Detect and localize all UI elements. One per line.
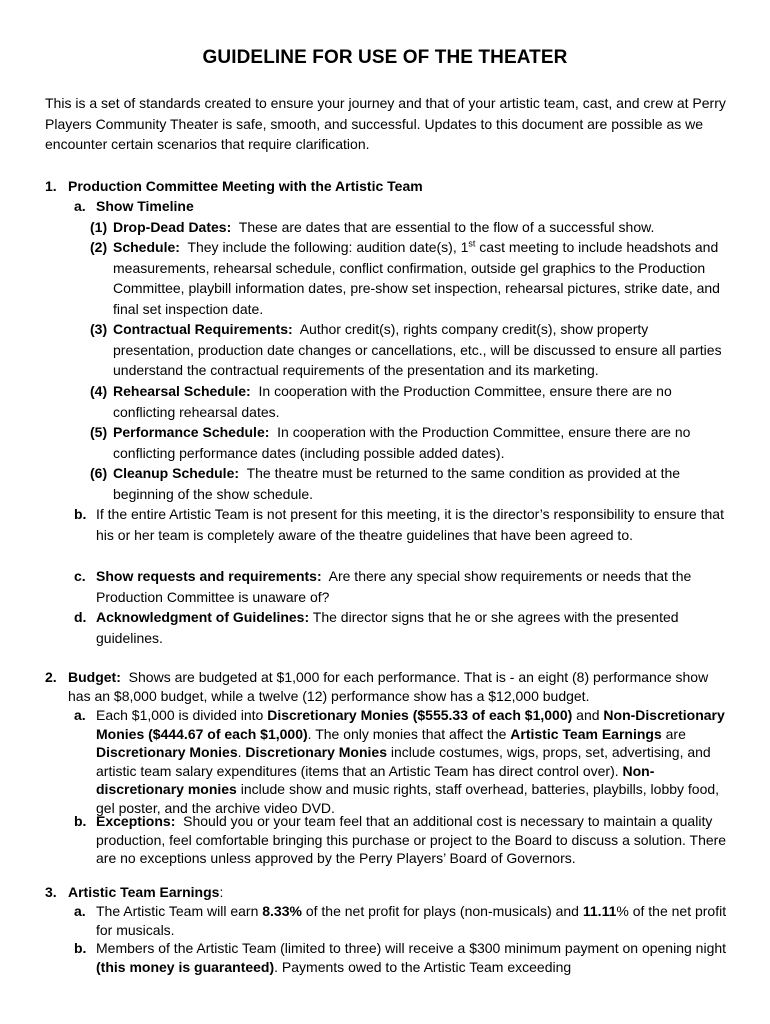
section-2a (74, 706, 736, 817)
section-2-heading: Budget: (68, 669, 121, 685)
section-2a-text: Each $1,000 is divided into (96, 707, 268, 723)
document-title: GUIDELINE FOR USE OF THE THEATER (202, 47, 568, 68)
timeline-item-label: Rehearsal Schedule: (113, 383, 251, 399)
section-2b-label: b. (74, 813, 87, 829)
intro-paragraph: This is a set of standards created to ensure your journey and that of your artistic team, cast, and crew at Perry Players Community Theater is safe, smooth, and successful. Updates to this document are possible as we encounter certain scenarios that require clarification. (45, 95, 726, 152)
section-2a-bold: Discretionary Monies (96, 744, 238, 760)
section-1d (74, 607, 736, 648)
section-1c-text: Are there any special show requirements or needs that the Production Committee is unaware of? (96, 568, 692, 605)
timeline-item-number: (1) (90, 219, 108, 235)
section-3a (74, 902, 736, 939)
section-1d-text: The director signs that he or she agrees with the presented guidelines. (96, 609, 679, 646)
section-2a-label: a. (74, 707, 86, 723)
section-2b-text: Should you or your team feel that an additional cost is necessary to maintain a quality production, feel comfortable bringing this purchase or project to the Board to discuss a solution. There are no exceptions unless approved by the Perry Players’ Board of Governors. (96, 813, 727, 866)
section-3b-text: . Payments owed to the Artistic Team exceeding (274, 958, 572, 975)
section-3-heading (45, 883, 733, 902)
timeline-item-text: In cooperation with the Production Committee, ensure there are no conflicting performance dates (including possible added dates). (113, 424, 691, 461)
section-2 (45, 668, 733, 705)
timeline-item-3 (90, 319, 733, 381)
timeline-item-text: They include the following: audition date(s), 1 (187, 239, 469, 255)
section-1b (74, 504, 736, 545)
section-3a-text: of the net profit for plays (non-musicals) and (301, 903, 583, 919)
section-2a-bold: Artistic Team Earnings (510, 725, 662, 742)
section-1c (74, 566, 736, 607)
section-2b-heading: Exceptions: (96, 813, 176, 829)
section-3a-text: The Artistic Team will earn (96, 903, 263, 919)
superscript-st: st (468, 238, 476, 249)
timeline-item-label: Drop-Dead Dates: (113, 219, 232, 235)
section-3b (74, 939, 736, 976)
timeline-item-6 (90, 463, 733, 504)
section-2a-text: . (237, 744, 246, 760)
timeline-item-text: The theatre must be returned to the same condition as provided at the beginning of the show schedule. (113, 465, 681, 502)
section-2-text: Shows are budgeted at $1,000 for each performance. That is - an eight (8) performance show has an $8,000 budget, while a twelve (12) performance show has a $12,000 budget. (68, 669, 709, 704)
section-1c-heading: Show requests and requirements: (96, 568, 322, 584)
timeline-item-2 (90, 237, 733, 319)
timeline-item-text: These are dates that are essential to the flow of a successful show. (238, 219, 655, 235)
section-1c-label: c. (74, 568, 86, 584)
section-3-title: Artistic Team Earnings (68, 884, 220, 900)
timeline-item-label: Schedule: (113, 239, 180, 255)
section-1d-heading: Acknowledgment of Guidelines: (96, 609, 310, 625)
section-2a-bold: Non-discretionary monies (96, 762, 655, 797)
section-3a-text: % of the net profit for musicals. (96, 903, 727, 938)
section-3-number: 3. (45, 884, 57, 900)
timeline-item-label: Cleanup Schedule: (113, 465, 240, 481)
timeline-item-4 (90, 381, 733, 422)
section-1d-label: d. (74, 609, 87, 625)
section-1-number: 1. (45, 178, 57, 194)
section-2a-text: and (572, 707, 604, 723)
section-2b (74, 812, 736, 868)
section-1a-title: Show Timeline (96, 198, 194, 214)
section-2a-bold: Non-Discretionary Monies ($444.67 of each $1,000) (96, 707, 725, 742)
timeline-item-1 (90, 217, 733, 238)
section-1b-label: b. (74, 506, 87, 522)
timeline-item-text-cont: cast meeting to include headshots and measurements, rehearsal schedule, conflict confirmation, outside gel graphics to the Production Committee, playbill information dates, pre-show set inspection, rehearsal pictures, strike date, and final set inspection date. (113, 239, 720, 317)
section-2a-text: include costumes, wigs, props, set, advertising, and artistic team salary expenditures (items that an Artistic Team has direct control over). (96, 744, 711, 779)
timeline-item-number: (5) (90, 424, 108, 440)
timeline-item-5 (90, 422, 733, 463)
timeline-item-label: Contractual Requirements: (113, 321, 293, 337)
section-2a-text: . The only monies that affect the (307, 725, 511, 742)
section-3a-bold: 8.33% (262, 903, 302, 919)
section-1b-text: If the entire Artistic Team is not present for this meeting, it is the director’s responsibility to ensure that his or her team is completely aware of the theatre guidelines that have been agreed to. (96, 506, 724, 543)
timeline-item-label: Performance Schedule: (113, 424, 270, 440)
timeline-item-text: Author credit(s), rights company credit(s), show property presentation, production date changes or cancellations, etc., will be discussed to ensure all parties understand the contractual requirements of the presentation and its marketing. (113, 321, 722, 378)
timeline-item-number: (2) (90, 239, 108, 255)
section-3a-label: a. (74, 903, 86, 919)
section-1-title: Production Committee Meeting with the Artistic Team (68, 178, 423, 194)
section-3b-label: b. (74, 940, 87, 956)
timeline-item-number: (6) (90, 465, 108, 481)
section-2a-bold: Discretionary Monies (245, 744, 387, 760)
section-3b-text: Members of the Artistic Team (limited to three) will receive a $300 minimum payment on opening night (96, 940, 727, 956)
timeline-item-number: (4) (90, 383, 108, 399)
timeline-item-number: (3) (90, 321, 108, 337)
section-2-number: 2. (45, 669, 57, 685)
section-2a-text: include show and music rights, staff overhead, batteries, playbills, lobby food, gel poster, and the archive video DVD. (96, 781, 720, 816)
timeline-item-text: In cooperation with the Production Committee, ensure there are no conflicting rehearsal dates. (113, 383, 672, 420)
section-2a-text: are (661, 725, 686, 742)
section-3a-bold: 11.11 (582, 903, 617, 919)
section-1a-label: a. (74, 198, 86, 214)
section-3b-bold: (this money is guaranteed) (96, 958, 275, 975)
section-3-colon: : (219, 884, 224, 900)
section-2a-bold: Discretionary Monies ($555.33 of each $1,000) (267, 707, 573, 723)
